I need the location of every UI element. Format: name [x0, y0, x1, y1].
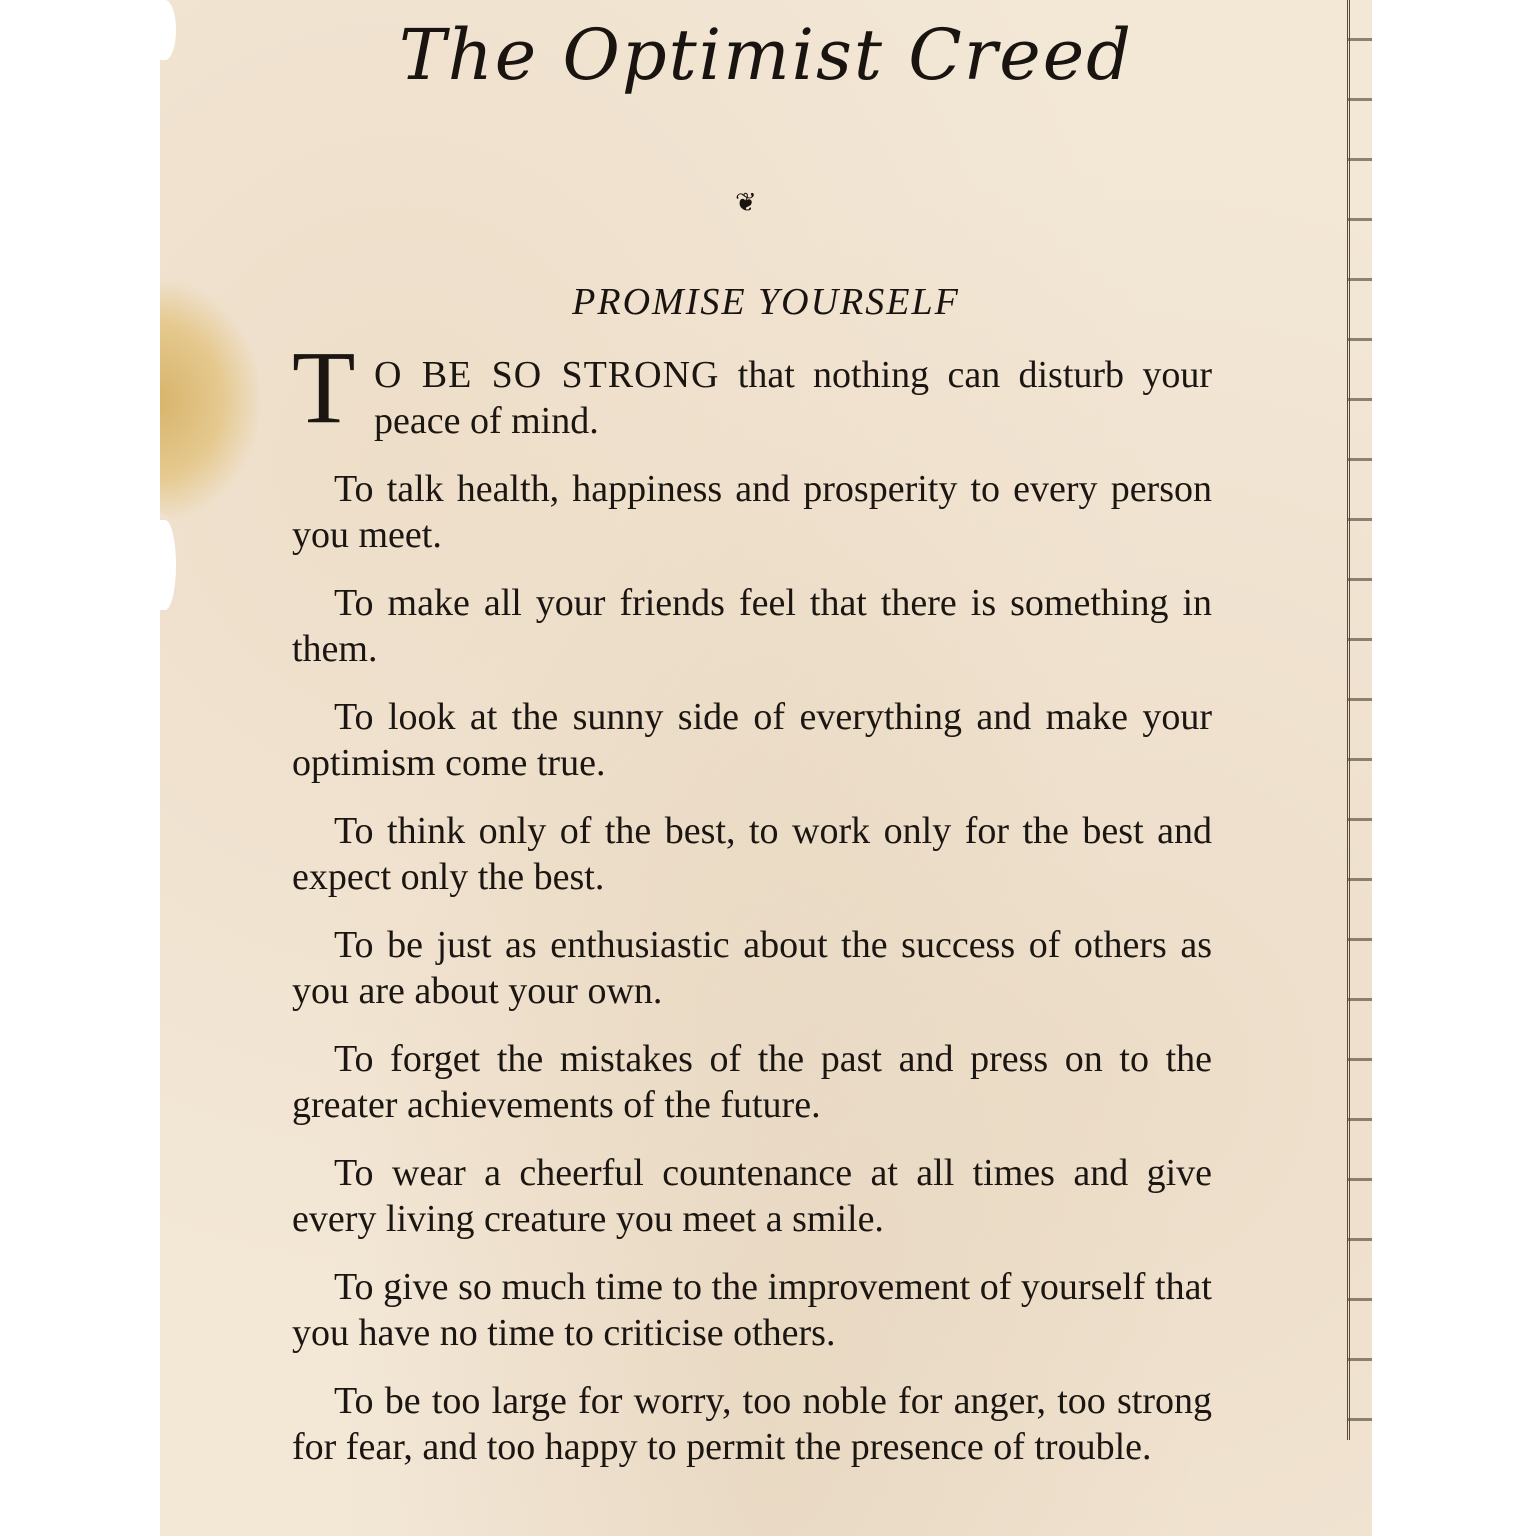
lead-in: O BE SO STRONG — [374, 354, 720, 396]
paragraph-text: that nothing can disturb your peace of mind. — [374, 354, 1212, 442]
drop-cap: T — [292, 330, 356, 445]
creed-paragraph: To talk health, happiness and prosperity to every person you meet. — [292, 468, 1212, 556]
ornament-icon: ❦ — [735, 188, 757, 218]
creed-paragraph-1 — [292, 330, 1212, 445]
creed-paragraph: To be too large for worry, too noble for anger, too strong for fear, and too happy to permit the presence of trouble. — [292, 1380, 1212, 1468]
creed-paragraph: To wear a cheerful countenance at all times and give every living creature you meet a smile. — [292, 1152, 1212, 1240]
document-title: The Optimist Creed — [399, 14, 1133, 96]
torn-edge — [160, 520, 176, 610]
document-page — [160, 0, 1372, 1536]
creed-paragraph: To give so much time to the improvement of yourself that you have no time to criticise others. — [292, 1266, 1212, 1354]
creed-paragraph: To think only of the best, to work only for the best and expect only the best. — [292, 810, 1212, 898]
creed-paragraph: To make all your friends feel that there is something in them. — [292, 582, 1212, 670]
creed-paragraph: To look at the sunny side of everything and make your optimism come true. — [292, 696, 1212, 784]
section-heading: PROMISE YOURSELF — [572, 281, 960, 323]
decorative-border — [1347, 0, 1372, 1440]
creed-paragraph: To forget the mistakes of the past and press on to the greater achievements of the future. — [292, 1038, 1212, 1126]
creed-body — [292, 330, 1212, 1492]
creed-paragraph: To be just as enthusiastic about the success of others as you are about your own. — [292, 924, 1212, 1012]
